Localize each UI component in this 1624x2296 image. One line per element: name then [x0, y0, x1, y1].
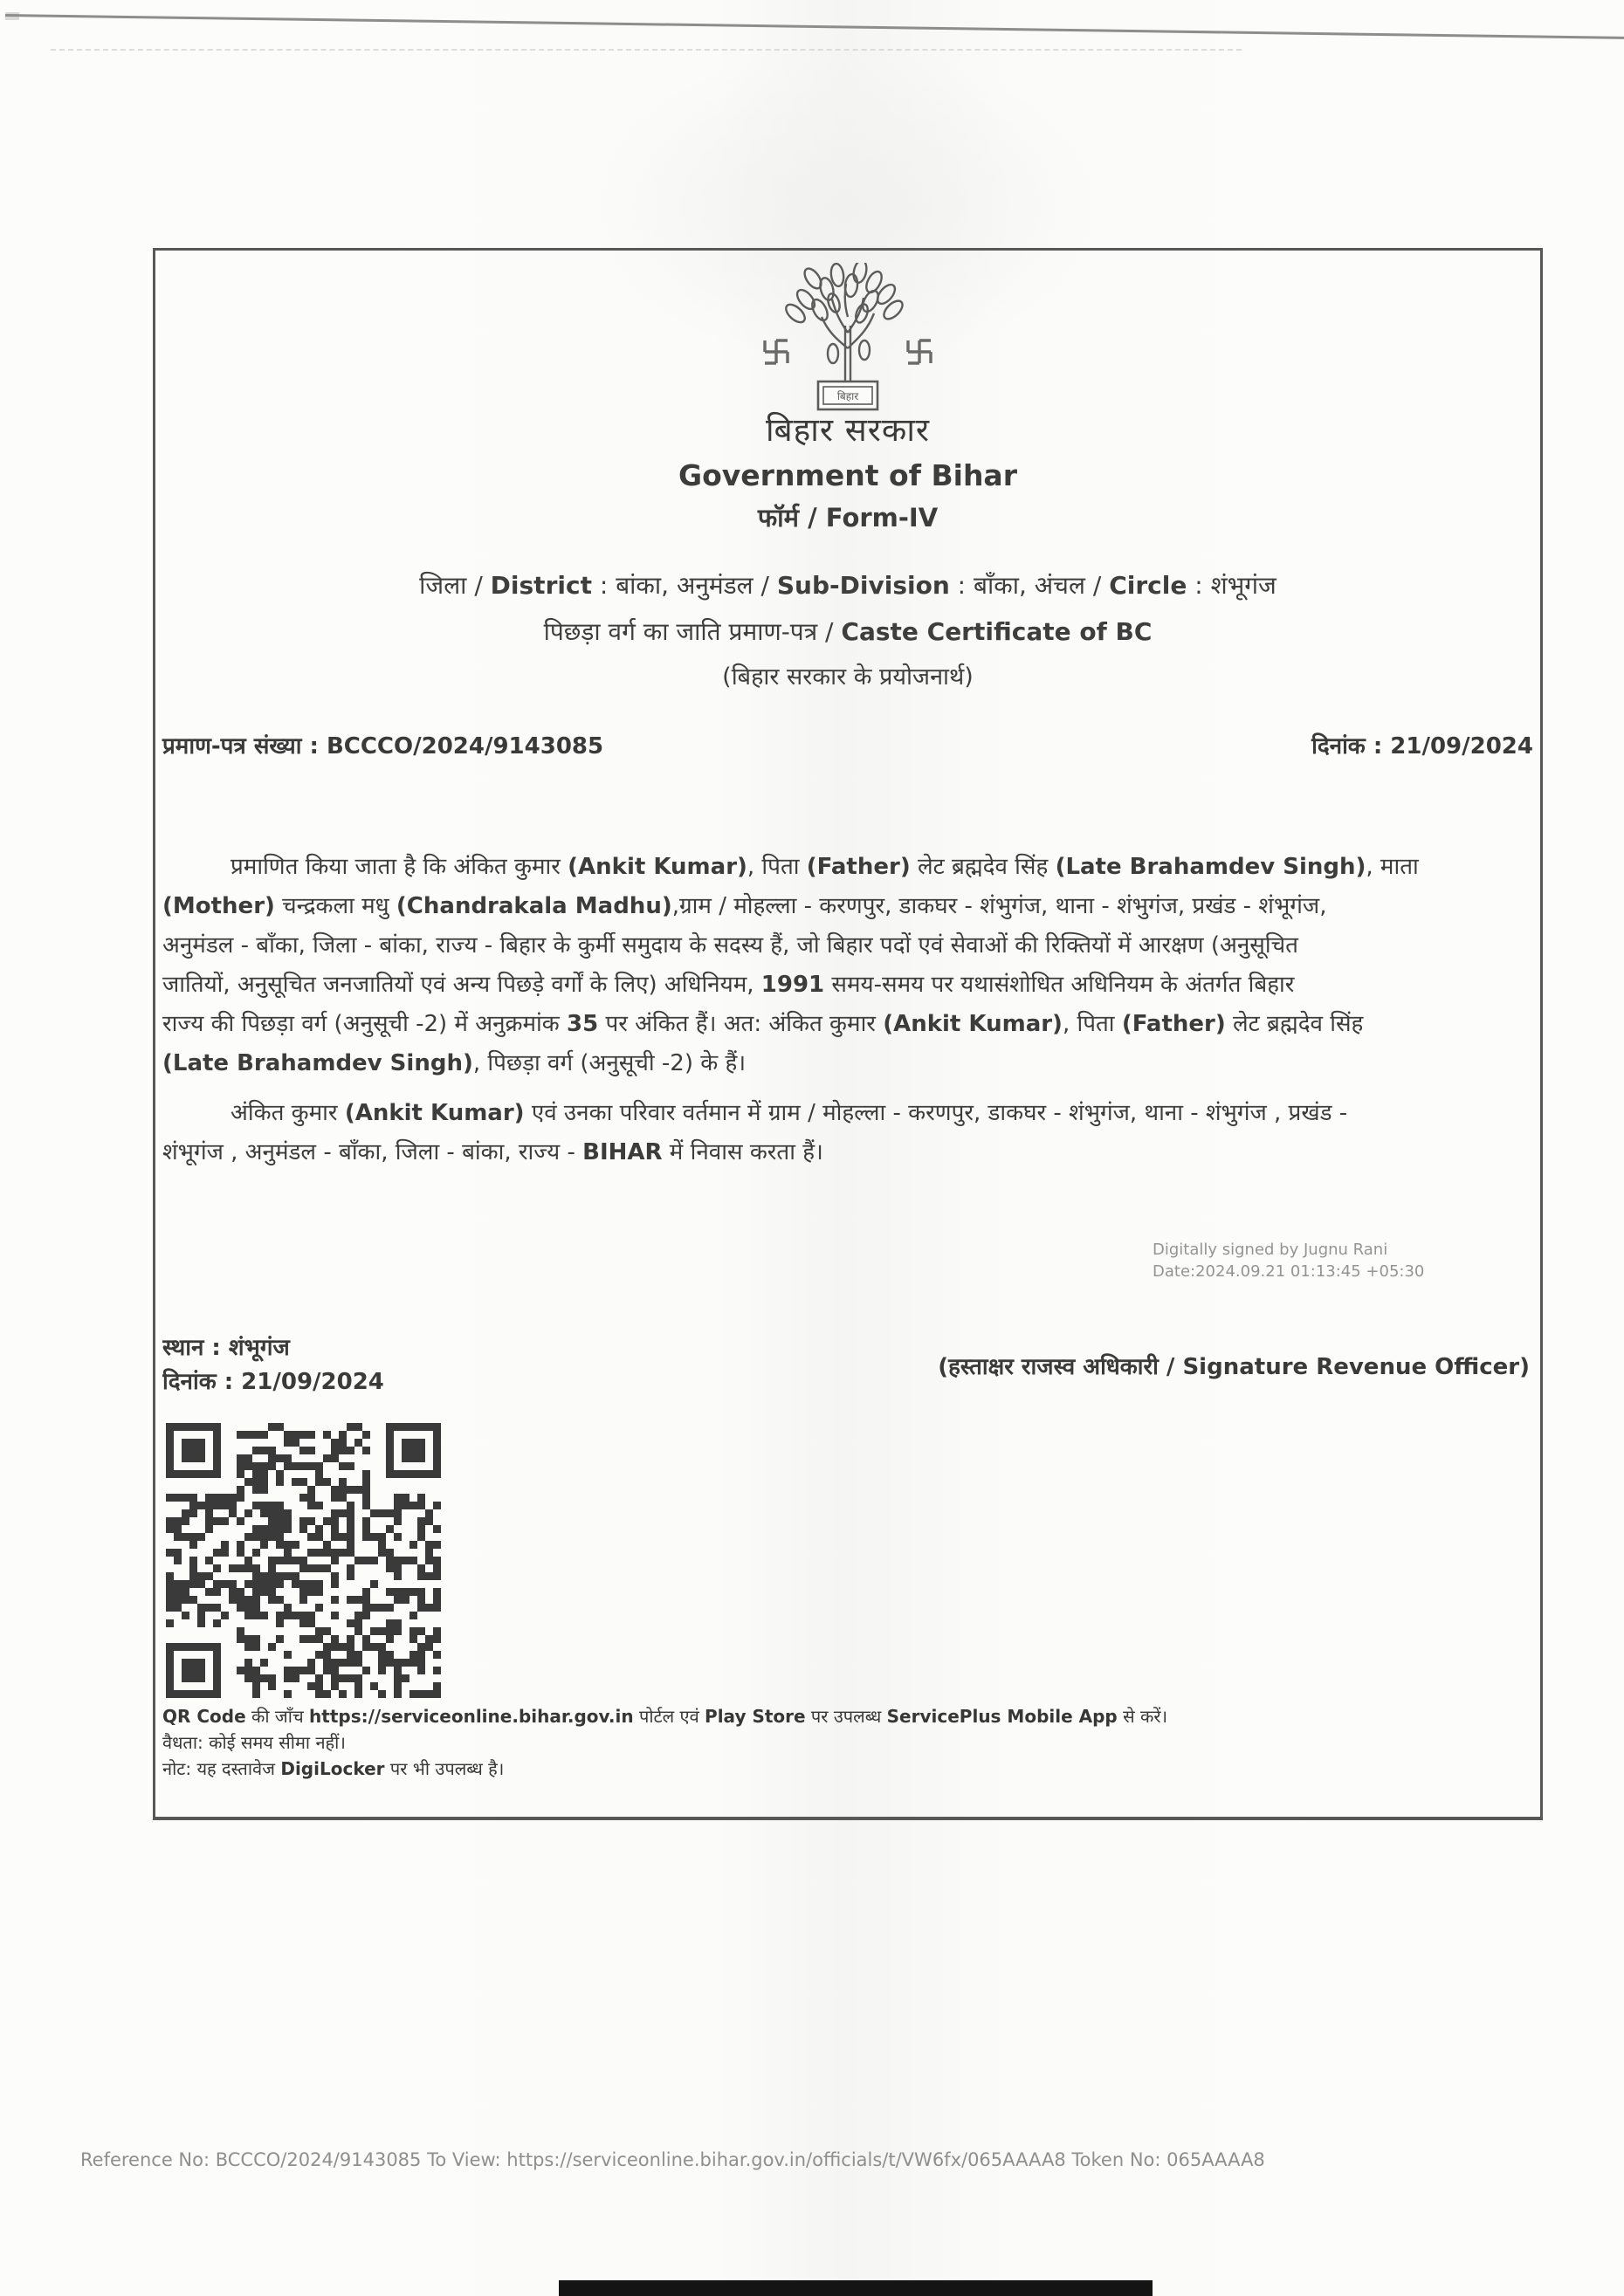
qr-code	[166, 1423, 441, 1698]
signature-officer-label: (हस्ताक्षर राजस्व अधिकारी / Signature Revenue Officer)	[938, 1354, 1530, 1380]
swastika-right-icon	[908, 340, 931, 363]
emblem-banner-text: बिहार	[836, 390, 859, 402]
purpose-line: (बिहार सरकार के प्रयोजनार्थ)	[722, 663, 974, 691]
form-number-title: फॉर्म / Form-IV	[757, 503, 939, 533]
scan-artifact-bottom-bar	[559, 2280, 1153, 2296]
government-title-english: Government of Bihar	[678, 458, 1017, 492]
certificate-paragraph-1: प्रमाणित किया जाता है कि अंकित कुमार (Ankit Kumar), पिता (Father) लेट ब्रह्मदेव सिंह (Late Brahamdev Singh), माता (Mother) चन्द्रकला मधु (Chandrakala Madhu),ग्राम / मोहल्ला - करणपुर, डाकघर - शंभुगंज, थाना - शंभुगंज, प्रखंड - शंभूगंज, अनुमंडल - बाँका, जिला - बांका, राज्य - बिहार के कुर्मी समुदाय के सदस्य हैं, जो बिहार पदों एवं सेवाओं की रिक्तियों में आरक्षण (अनुसूचित जातियों, अनुसूचित जनजातियों एवं अन्य पिछड़े वर्गों के लिए) अधिनियम, 1991 समय-समय पर यथासंशोधित अधिनियम के अंतर्गत बिहार राज्य की पिछड़ा वर्ग (अनुसूची -2) में अनुक्रमांक 35 पर अंकित हैं। अत: अंकित कुमार (Ankit Kumar), पिता (Father) लेट ब्रह्मदेव सिंह (Late Brahamdev Singh), पिछड़ा वर्ग (अनुसूची -2) के हैं।	[162, 854, 1419, 1076]
district-subdivision-circle-line: जिला / District : बांका, अनुमंडल / Sub-Division : बाँका, अंचल / Circle : शंभूगंज	[419, 571, 1276, 600]
scan-artifact-faint-line	[51, 49, 1242, 51]
certificate-border-box	[153, 248, 1543, 1820]
bihar-emblem-logo	[743, 263, 953, 411]
fruit-left	[828, 344, 838, 363]
issue-date: दिनांक : 21/09/2024	[1311, 733, 1533, 760]
digital-signature-text: Digitally signed by Jugnu Rani Date:2024.09.21 01:13:45 +05:30	[1153, 1241, 1425, 1281]
certificate-paragraph-2: अंकित कुमार (Ankit Kumar) एवं उनका परिवार वर्तमान में ग्राम / मोहल्ला - करणपुर, डाकघर - शंभुगंज, थाना - शंभुगंज , प्रखंड - शंभूगंज , अनुमंडल - बाँका, जिला - बांका, राज्य - BIHAR में निवास करता हैं।	[162, 1100, 1348, 1165]
reference-line: Reference No: BCCCO/2024/9143085 To View: https://serviceonline.bihar.gov.in/officials/t/VW6fx/065AAAA8 Token No: 065AAAA8	[80, 2149, 1265, 2170]
fruit-right	[859, 340, 870, 360]
certificate-meta-row	[162, 729, 1533, 760]
place-date-block: स्थान : शंभूगंज दिनांक : 21/09/2024	[162, 1335, 384, 1395]
certificate-number: प्रमाण-पत्र संख्या : BCCCO/2024/9143085	[162, 733, 604, 760]
government-title-hindi: बिहार सरकार	[765, 411, 931, 449]
certificate-type-title: पिछड़ा वर्ग का जाति प्रमाण-पत्र / Caste Certificate of BC	[543, 617, 1153, 646]
tree-icon	[783, 263, 906, 385]
footer-notes: QR Code की जाँच https://serviceonline.bihar.gov.in पोर्टल एवं Play Store पर उपलब्ध ServicePlus Mobile App से करें। वैधता: कोई समय सीमा नहीं। नोट: यह दस्तावेज DigiLocker पर भी उपलब्ध है।	[162, 1706, 1168, 1779]
swastika-left-icon	[765, 340, 788, 363]
scan-artifact-top-line	[5, 14, 1624, 39]
